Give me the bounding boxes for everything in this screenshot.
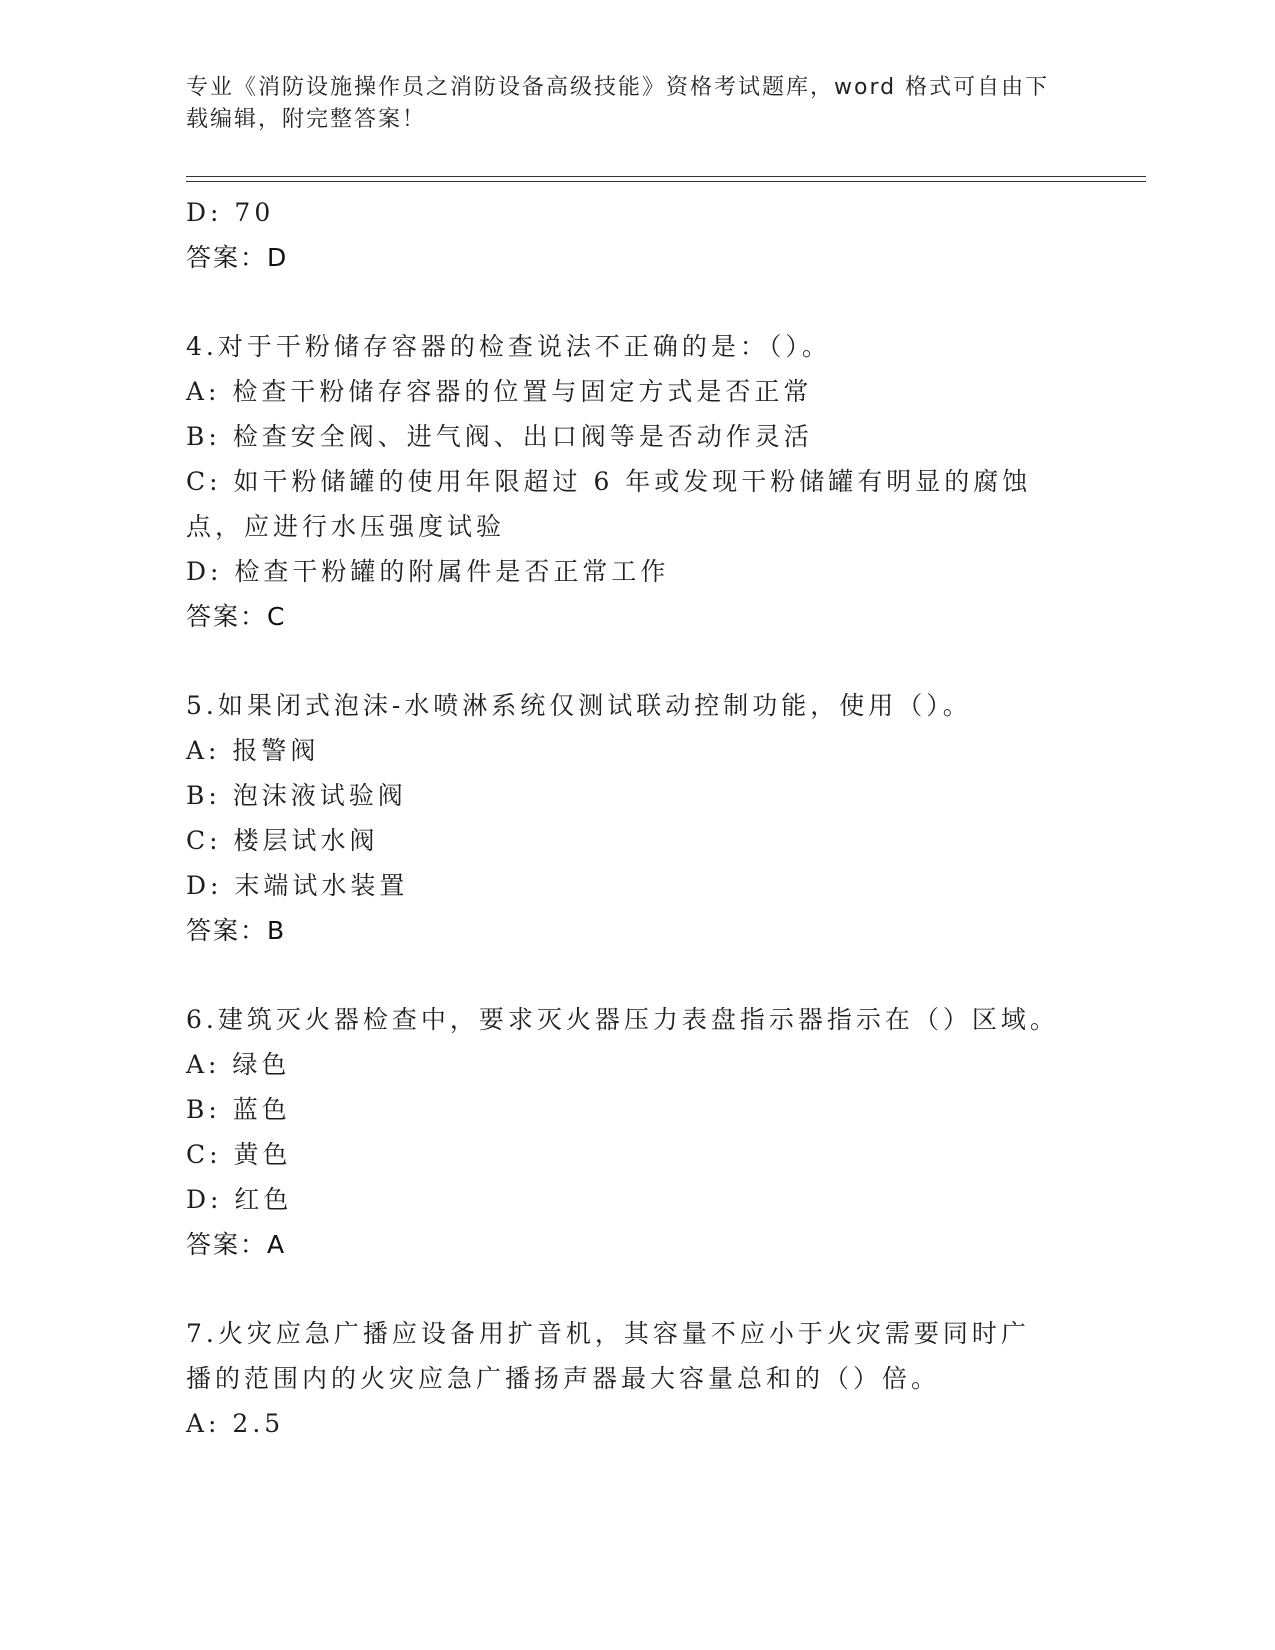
document-body — [186, 190, 1106, 1446]
option-a: A: 检查干粉储存容器的位置与固定方式是否正常 — [186, 377, 813, 406]
answer-line: 答案：C — [186, 602, 287, 631]
answer-line: 答案：B — [186, 916, 287, 945]
option-b: B: 泡沫液试验阀 — [186, 781, 407, 810]
option-b: B: 蓝色 — [186, 1095, 291, 1124]
option-b: B: 检查安全阀、进气阀、出口阀等是否动作灵活 — [186, 422, 813, 451]
question-stem: 6.建筑灭火器检查中，要求灭火器压力表盘指示器指示在（）区域。 — [186, 1005, 1059, 1034]
option-c: C: 如干粉储罐的使用年限超过 6 年或发现干粉储罐有明显的腐蚀点，应进行水压强度试验 — [186, 467, 1032, 541]
question-stem: 5.如果闭式泡沫-水喷淋系统仅测试联动控制功能，使用（）。 — [186, 691, 972, 720]
option-c: C: 黄色 — [186, 1140, 292, 1169]
question-5 — [186, 683, 1106, 953]
document-header — [186, 72, 1066, 136]
question-7 — [186, 1311, 1106, 1446]
option-d: D: 70 — [186, 198, 275, 227]
header-intro: 专业《消防设施操作员之消防设备高级技能》资格考试题库，word 格式可自由下载编辑，附完整答案！ — [186, 75, 1050, 132]
header-rule-bottom — [186, 181, 1146, 182]
option-c: C: 楼层试水阀 — [186, 826, 379, 855]
option-a: A: 绿色 — [186, 1050, 291, 1079]
option-a: A: 2.5 — [186, 1409, 285, 1438]
answer-line: 答案：A — [186, 1230, 287, 1259]
option-d: D: 末端试水装置 — [186, 871, 409, 900]
question-6 — [186, 997, 1106, 1267]
question-stem: 7.火灾应急广播应设备用扩音机，其容量不应小于火灾需要同时广播的范围内的火灾应急广播扬声器最大容量总和的（）倍。 — [186, 1319, 1030, 1393]
option-a: A: 报警阀 — [186, 736, 320, 765]
option-d: D: 检查干粉罐的附属件是否正常工作 — [186, 557, 670, 586]
question-4 — [186, 324, 1106, 639]
question-stem: 4.对于干粉储存容器的检查说法不正确的是：（）。 — [186, 332, 831, 361]
option-d: D: 红色 — [186, 1185, 293, 1214]
question-fragment — [186, 190, 1106, 280]
header-rule-top — [186, 176, 1146, 177]
answer-line: 答案：D — [186, 243, 289, 272]
